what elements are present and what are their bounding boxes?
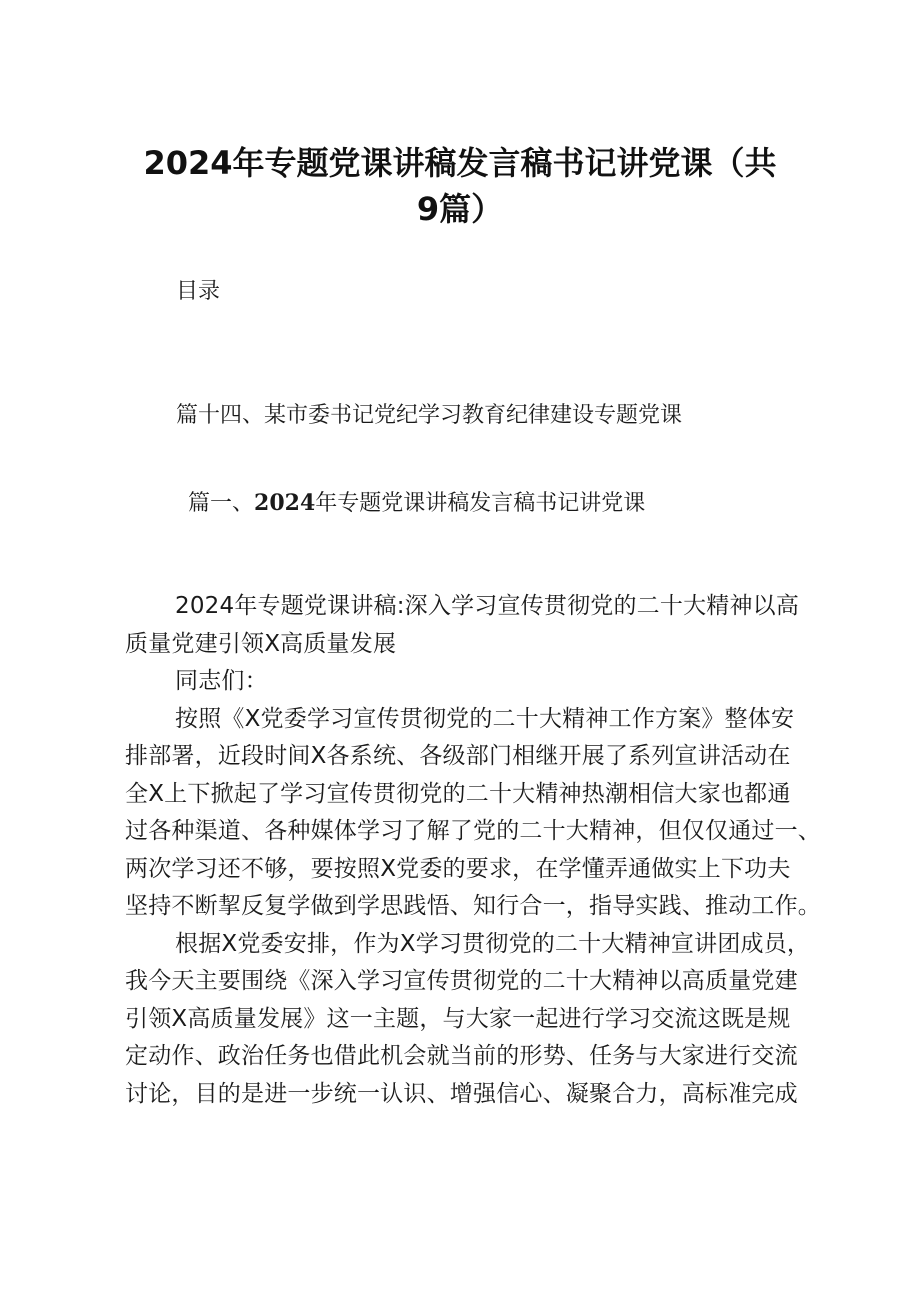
paragraph-line: 质量党建引领X高质量发展 [125, 630, 397, 657]
toc-item-label: 年专题党课讲稿发言稿书记讲党课 [315, 491, 646, 516]
paragraph-line: 排部署，近段时间X各系统、各级部门相继开展了系列宣讲活动在 [125, 743, 791, 769]
toc-item-label: 篇十四、某市委书记党纪学习教育纪律建设专题党课 [176, 403, 683, 428]
paragraph-line: 我今天主要围绕《深入学习宣传贯彻党的二十大精神以高质量党建 [125, 968, 798, 994]
paragraph-line: 引领X高质量发展》这一主题，与大家一起进行学习交流这既是规 [125, 1005, 791, 1032]
paragraph-line: 坚持不断挈反复学做到学思践悟、知行合一，指导实践、推动工作。 [125, 893, 821, 919]
paragraph-line: 根据X党委安排，作为X学习贯彻党的二十大精神宣讲团成员， [175, 930, 811, 957]
title-line-1: 2024年专题党课讲稿发言稿书记讲党课（共 [143, 144, 777, 182]
paragraph-line: 同志们： [175, 668, 268, 694]
paragraph-line: 讨论，目的是进一步统一认识、增强信心、凝聚合力，高标准完成 [125, 1080, 798, 1107]
paragraph-line: 过各种渠道、各种媒体学习了解了党的二十大精神，但仅仅通过一、 [125, 818, 821, 844]
paragraph-line: 按照《X党委学习宣传贯彻党的二十大精神工作方案》整体安 [175, 705, 795, 732]
paragraph-line: 两次学习还不够，要按照X党委的要求，在学懂弄通做实上下功夫 [125, 855, 791, 882]
toc-item [176, 400, 682, 432]
toc-item-prefix: 篇一、 [188, 491, 255, 516]
document-title [120, 140, 800, 232]
toc-heading: 目录 [176, 279, 221, 304]
paragraph-line: 定动作、政治任务也借此机会就当前的形势、任务与大家进行交流 [125, 1043, 798, 1069]
toc-item-number: 2024 [254, 490, 316, 516]
body-text [125, 588, 821, 1113]
paragraph-line: 2024年专题党课讲稿:深入学习宣传贯彻党的二十大精神以高 [175, 593, 800, 619]
toc-item [188, 487, 645, 520]
title-line-2: 9篇） [416, 190, 504, 228]
paragraph-line: 全X上下掀起了学习宣传贯彻党的二十大精神热潮相信大家也都通 [125, 780, 791, 807]
